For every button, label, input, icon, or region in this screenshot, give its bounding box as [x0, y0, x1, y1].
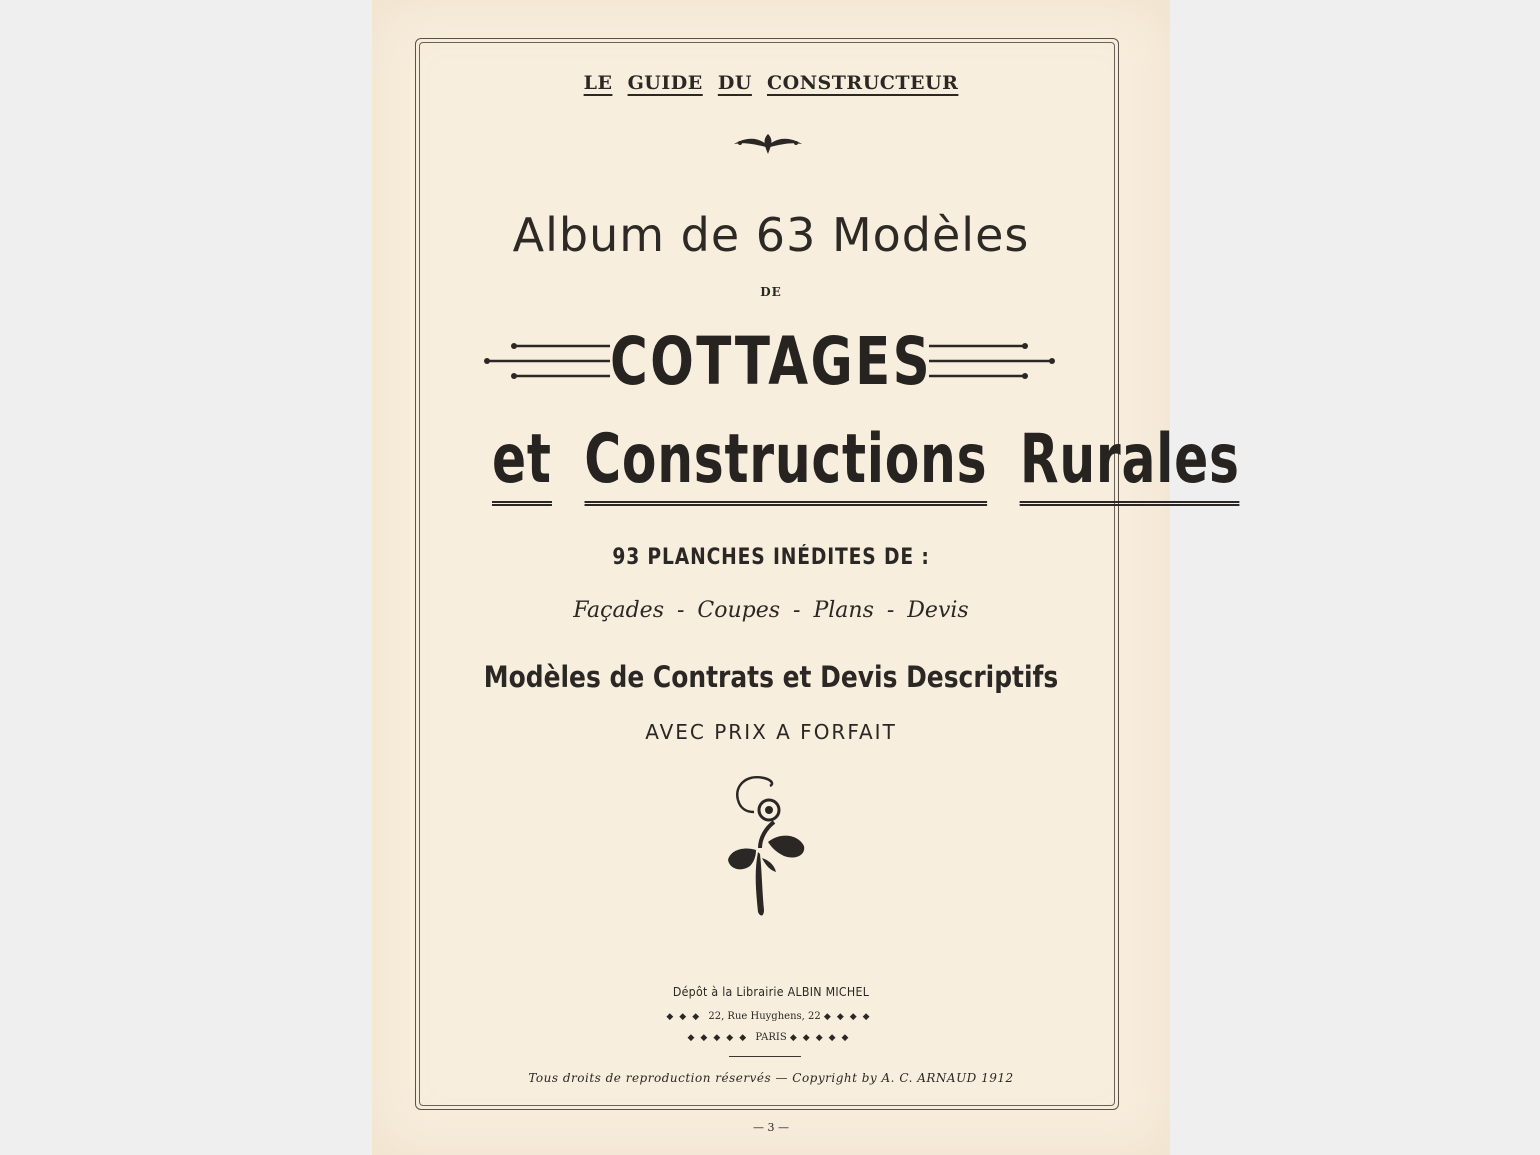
- contents-list: Façades - Coupes - Plans - Devis: [573, 598, 969, 623]
- right-line-ornament: [927, 340, 1055, 382]
- title-line-1: Album de 63 Modèles: [512, 208, 1030, 262]
- header-word: LE: [583, 72, 613, 94]
- dot-ornament: ◆◆◆◆: [823, 1012, 876, 1022]
- city-text: PARIS: [755, 1032, 787, 1043]
- separator-rule: [729, 1056, 801, 1057]
- title-word: Rurales: [1020, 421, 1240, 506]
- address-text: 22, Rue Huyghens, 22: [708, 1011, 821, 1022]
- copyright-line: Tous droits de reproduction réservés — Copyright by A. C. ARNAUD 1912: [528, 1071, 1014, 1085]
- title-cottages: COTTAGES: [609, 323, 933, 400]
- contrats-line: Modèles de Contrats et Devis Descriptifs: [483, 660, 1059, 694]
- header-word: GUIDE: [627, 72, 703, 94]
- address-line: [372, 1011, 1170, 1022]
- title-connector: DE: [760, 285, 782, 299]
- dot-ornament: ◆◆◆: [666, 1012, 706, 1022]
- title-line-3: [476, 420, 1240, 506]
- planches-line: 93 PLANCHES INÉDITES DE :: [612, 545, 930, 570]
- dot-ornament: ◆◆◆◆◆: [687, 1033, 753, 1043]
- header-word: CONSTRUCTEUR: [767, 72, 959, 94]
- document-page: [372, 0, 1240, 1155]
- header-word: DU: [717, 72, 752, 94]
- page-number: — 3 —: [753, 1121, 789, 1134]
- flower-ornament-icon: [724, 772, 814, 918]
- title-word: et: [492, 421, 552, 506]
- inner-border: [419, 42, 1115, 1106]
- dot-ornament: ◆◆◆◆◆: [789, 1033, 855, 1043]
- series-header: [372, 72, 1170, 94]
- scroll-ornament-icon: [732, 130, 804, 156]
- prix-line: AVEC PRIX A FORFAIT: [645, 720, 897, 744]
- depot-line: Dépôt à la Librairie ALBIN MICHEL: [672, 985, 870, 999]
- title-word: Constructions: [584, 421, 987, 506]
- city-line: [372, 1032, 1170, 1043]
